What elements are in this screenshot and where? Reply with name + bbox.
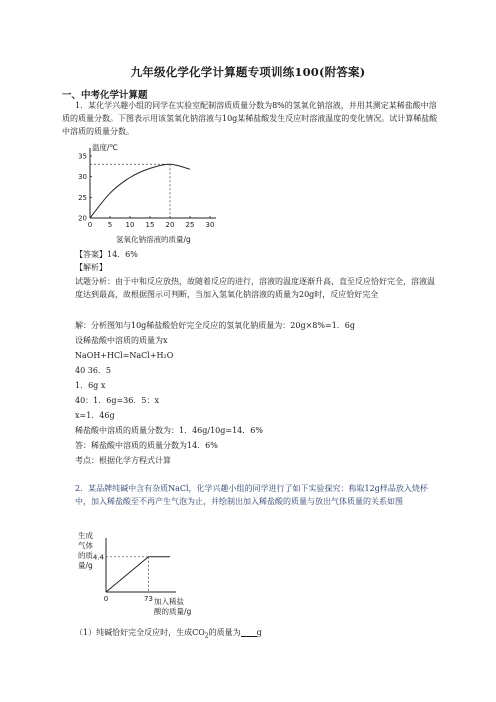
temperature-chart [70,140,230,248]
analysis-label: 【解析】 [75,263,107,272]
q2-sub-unit: g [256,628,262,637]
answer-blank [241,627,257,637]
q2-sub-subscript: 2 [204,632,209,640]
gas-mass-line [106,557,170,592]
x-tick-label: 0 [103,595,109,603]
y-tick-label: 35 [78,152,87,161]
solution-line: NaOH+HCl=NaCl+H₂O [75,351,174,360]
x-tick-label: 73 [144,595,153,603]
solution-line: 稀盐酸中溶质的质量分数为：1．46g/10g=14．6% [75,426,263,435]
question-1-answer: 【答案】14．6% [75,250,138,259]
x-tick-label: 15 [145,221,155,229]
solution-line: 答：稀盐酸中溶质的质量分数为14．6% [75,441,218,450]
y-axis-label-part: 气体 [78,541,93,550]
x-axis-label-part: 酸的质量/g [154,607,192,616]
solution-line: 1．6g x [75,381,106,390]
q2-sub-prefix: （1）纯碱恰好完全反应时，生成CO [75,628,205,637]
question-2-sub-1 [75,627,262,640]
x-axis-label-part: 加入稀盐 [154,597,184,606]
document-title: 九年级化学化学计算题专项训练100(附答案) [130,65,366,79]
x-tick-label: 30 [205,221,215,229]
x-tick-label: 5 [107,221,113,229]
chart1-xlabel: 氢氧化钠溶液的质量/g [116,235,191,244]
solution-line: 解：分析图知与10g稀盐酸恰好完全反应的氢氧化钠质量为：20g×8%=1．6g [75,321,355,330]
chart1-ylabel: 温度/℃ [92,143,118,152]
q2-sub-suffix: 的质量为 [208,628,241,637]
solution-line: 设稀盐酸中溶质的质量为x [75,336,168,345]
solution-line: x=1．46g [75,411,115,420]
x-tick-label: 20 [165,221,175,229]
solution-line: 40：1．6g=36．5：x [75,396,159,405]
y-tick-label: 20 [78,214,87,223]
analysis-text: 试题分析：由于中和反应放热，故随着反应的进行，溶液的温度逐渐升高，直至反应恰好完全，溶液温度达到最高，故根据图示可判断，当加入氢氧化钠溶液的质量为20g时，反应恰好完全 [75,277,435,299]
y-axis-label-part: 量/g [78,561,93,570]
solution-line: 40 36．5 [75,366,111,375]
question-1-text: 1．某化学兴趣小组的同学在实验室配制溶质质量分数为8%的氢氧化钠溶液，并用其测定某稀盐酸中溶质的质量分数。下图表示用该氢氧化钠溶液与10g某稀盐酸发生反应时溶液温度的变化情况。试计算稀盐酸中溶质的质量分数。 [62,101,438,136]
y-axis-label-part: 生成 [78,531,93,540]
x-tick-label: 0 [87,221,93,229]
gas-mass-chart [76,530,196,624]
temperature-curve [90,164,190,218]
y-tick-label: 25 [78,193,87,202]
x-tick-label: 10 [125,221,135,229]
y-tick-label: 30 [78,173,87,182]
y-axis-label-part: 的质 [78,551,93,560]
x-tick-label: 25 [185,221,195,229]
question-2-text: 2．某品牌纯碱中含有杂质NaCl，化学兴趣小组的同学进行了如下实验探究：称取12g样品放入烧杯中，加入稀盐酸至不再产生气泡为止，并绘制出加入稀盐酸的质量与放出气体质量的关系如图 [75,484,428,506]
section-heading: 一、中考化学计算题 [62,90,148,101]
topic-note: 考点：根据化学方程式计算 [75,456,171,465]
y-tick-label: 4.4 [92,553,104,562]
